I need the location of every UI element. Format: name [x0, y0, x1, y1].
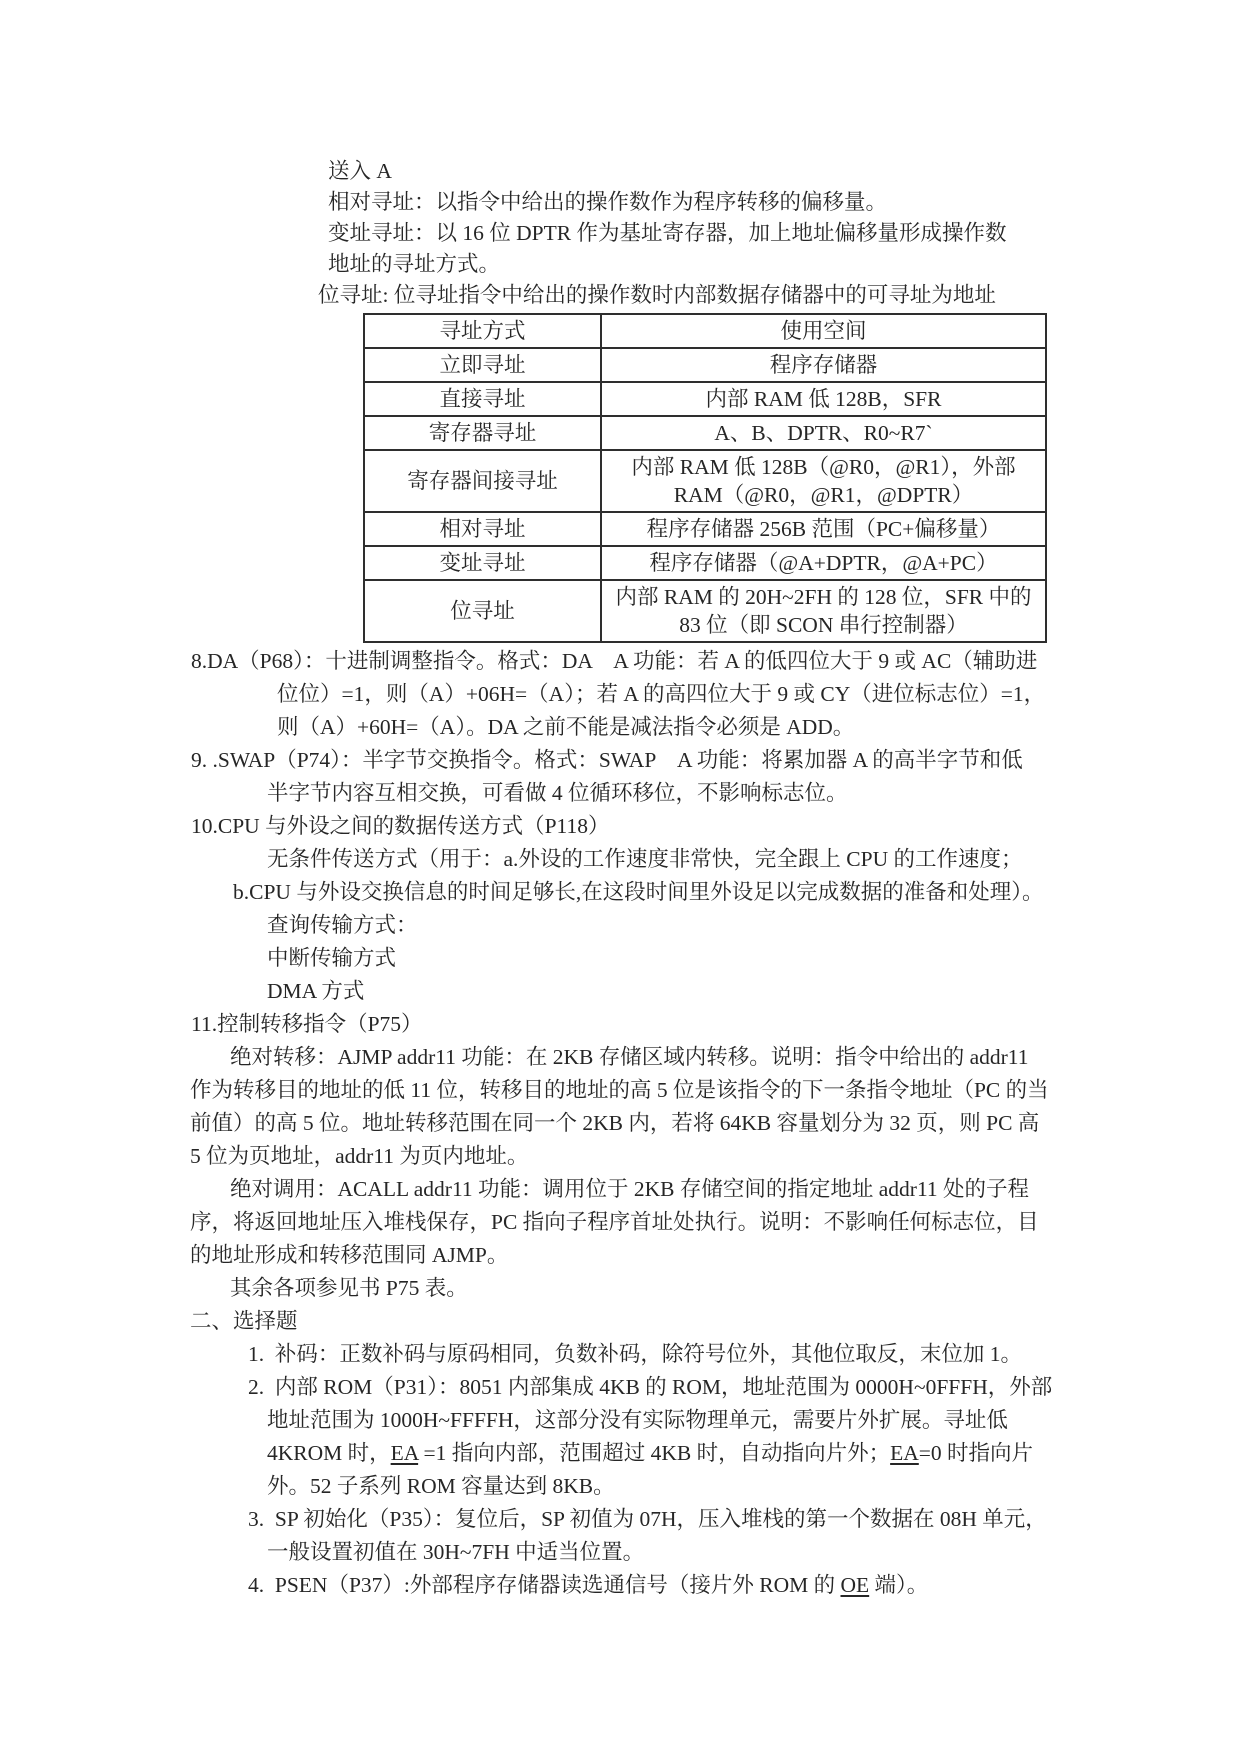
- text-line: 作为转移目的地址的低 11 位，转移目的地址的高 5 位是该指令的下一条指令地址（PC 的当: [190, 1078, 1049, 1102]
- text-line: 8.DA（P68）：十进制调整指令。格式：DA A 功能：若 A 的低四位大于 9 或 AC（辅助进: [191, 649, 1038, 673]
- table-cell: 内部 RAM 低 128B（@R0，@R1），外部 RAM（@R0，@R1，@DPTR）: [601, 450, 1046, 512]
- text-line: DMA 方式: [267, 979, 365, 1003]
- text-line: 地址的寻址方式。: [328, 252, 501, 276]
- text-line: 9. .SWAP（P74）：半字节交换指令。格式：SWAP A 功能：将累加器 A 的高半字节和低: [191, 748, 1023, 772]
- table-cell: 变址寻址: [364, 546, 601, 580]
- text-line: 无条件传送方式（用于：a.外设的工作速度非常快，完全跟上 CPU 的工作速度；: [267, 847, 1023, 871]
- body-block: [0, 645, 1241, 1602]
- table-header-method: 寻址方式: [364, 314, 601, 348]
- underlined-term: OE: [840, 1573, 870, 1597]
- text-line: 变址寻址：以 16 位 DPTR 作为基址寄存器，加上地址偏移量形成操作数: [328, 221, 1007, 245]
- text-line: 位寻址: 位寻址指令中给出的操作数时内部数据存储器中的可寻址为地址: [318, 283, 996, 307]
- text-line: 2. 内部 ROM（P31）：8051 内部集成 4KB 的 ROM，地址范围为 0000H~0FFFH，外部: [248, 1375, 1053, 1399]
- table-cell: 寄存器间接寻址: [364, 450, 601, 512]
- table-cell: 程序存储器 256B 范围（PC+偏移量）: [601, 512, 1046, 546]
- text-line: 地址范围为 1000H~FFFFH，这部分没有实际物理单元，需要片外扩展。寻址低: [267, 1408, 1008, 1432]
- underlined-term: EA: [390, 1441, 419, 1465]
- text-line: 查询传输方式：: [267, 913, 418, 937]
- text-segment: =0 时指向片: [918, 1441, 1034, 1465]
- text-line: 中断传输方式: [267, 946, 397, 970]
- text-line: 序，将返回地址压入堆栈保存，PC 指向子程序首址处执行。说明：不影响任何标志位，目: [190, 1210, 1039, 1234]
- text-segment: 4. PSEN（P37）:外部程序存储器读选通信号（接片外 ROM 的: [248, 1573, 841, 1597]
- text-line: 前值）的高 5 位。地址转移范围在同一个 2KB 内，若将 64KB 容量划分为 32 页，则 PC 高: [190, 1111, 1040, 1135]
- table-row: [364, 348, 1046, 382]
- text-line: 外。52 子系列 ROM 容量达到 8KB。: [267, 1474, 615, 1498]
- text-line: 1. 补码：正数补码与原码相同，负数补码，除符号位外，其他位取反，末位加 1。: [248, 1342, 1023, 1366]
- table-cell: 程序存储器: [601, 348, 1046, 382]
- text-line: 则（A）+60H=（A）。DA 之前不能是减法指令必须是 ADD。: [277, 715, 855, 739]
- table-cell: 直接寻址: [364, 382, 601, 416]
- table-cell: 立即寻址: [364, 348, 601, 382]
- table-row: [364, 382, 1046, 416]
- text-line: [248, 1569, 1241, 1602]
- text-line: 半字节内容互相交换，可看做 4 位循环移位，不影响标志位。: [267, 781, 848, 805]
- table-cell: 内部 RAM 低 128B，SFR: [601, 382, 1046, 416]
- underlined-term: EA: [890, 1441, 919, 1465]
- text-line: 11.控制转移指令（P75）: [191, 1012, 423, 1036]
- table-cell: 内部 RAM 的 20H~2FH 的 128 位，SFR 中的 83 位（即 SCON 串行控制器）: [601, 580, 1046, 642]
- text-line: 送入 A: [328, 159, 392, 183]
- text-line: 位位）=1，则（A）+06H=（A）；若 A 的高四位大于 9 或 CY（进位标志位）=1，: [277, 682, 1046, 706]
- table-cell: 程序存储器（@A+DPTR，@A+PC）: [601, 546, 1046, 580]
- table-header-row: [364, 314, 1046, 348]
- table-row: [364, 546, 1046, 580]
- text-line: 相对寻址：以指令中给出的操作数作为程序转移的偏移量。: [328, 190, 888, 214]
- text-segment: 端）。: [869, 1573, 929, 1597]
- table-cell: 位寻址: [364, 580, 601, 642]
- addressing-table: [363, 313, 1047, 643]
- table-row: [364, 450, 1046, 512]
- table-header-space: 使用空间: [601, 314, 1046, 348]
- text-line: 绝对调用：ACALL addr11 功能：调用位于 2KB 存储空间的指定地址 addr11 处的子程: [230, 1177, 1030, 1201]
- table-cell: 寄存器寻址: [364, 416, 601, 450]
- table-row: [364, 580, 1046, 642]
- text-line: 一般设置初值在 30H~7FH 中适当位置。: [267, 1540, 645, 1564]
- text-line: 的地址形成和转移范围同 AJMP。: [190, 1243, 509, 1267]
- table-cell: A、B、DPTR、R0~R7`: [601, 416, 1046, 450]
- table-row: [364, 416, 1046, 450]
- text-line: 绝对转移：AJMP addr11 功能：在 2KB 存储区域内转移。说明：指令中给出的 addr11: [230, 1045, 1029, 1069]
- text-segment: =1 指向内部，范围超过 4KB 时，自动指向片外；: [418, 1441, 891, 1465]
- text-line: 二、选择题: [190, 1309, 298, 1333]
- text-line: 10.CPU 与外设之间的数据传送方式（P118）: [191, 814, 610, 838]
- text-line: [267, 1437, 1241, 1470]
- table-row: [364, 512, 1046, 546]
- text-line: b.CPU 与外设交换信息的时间足够长,在这段时间里外设足以完成数据的准备和处理）。: [233, 880, 1044, 904]
- text-segment: 4KROM 时，: [267, 1441, 391, 1465]
- table-cell: 相对寻址: [364, 512, 601, 546]
- text-line: 3. SP 初始化（P35）：复位后，SP 初值为 07H，压入堆栈的第一个数据在 08H 单元，: [248, 1507, 1047, 1531]
- text-line: 其余各项参见书 P75 表。: [230, 1276, 468, 1300]
- text-line: 5 位为页地址，addr11 为页内地址。: [190, 1144, 529, 1168]
- intro-block: [0, 156, 1241, 311]
